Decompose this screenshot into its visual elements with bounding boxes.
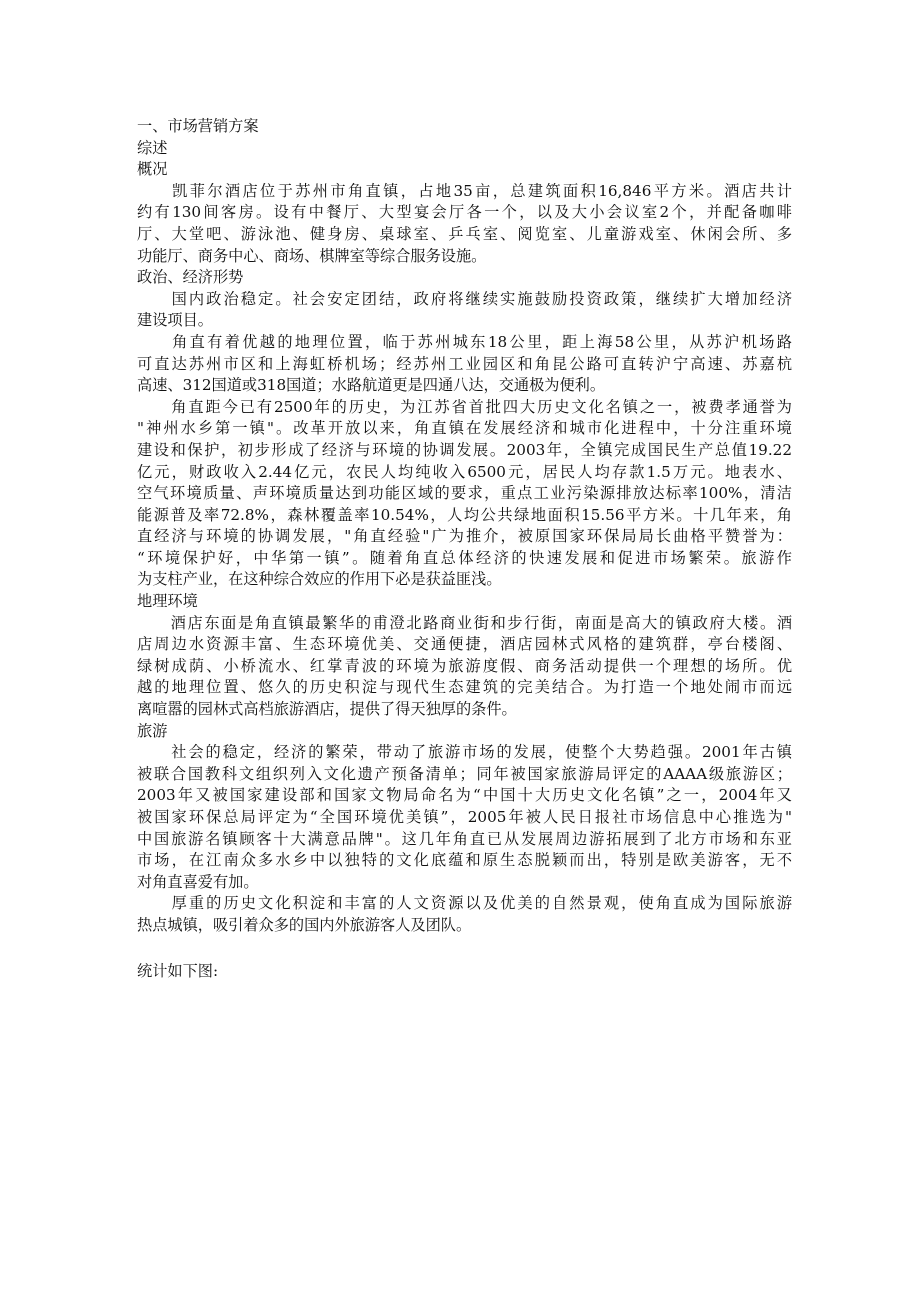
subsection-tourism-heading: 旅游: [137, 721, 168, 740]
paragraph-line: “环境保护好，中华第一镇”。随着角直总体经济的快速发展和促进市场繁荣。旅游作: [137, 548, 792, 567]
paragraph-line: 能源普及率72.8%，森林覆盖率10.54%，人均公共绿地面积15.56平方米。十几年来，角: [137, 505, 792, 524]
paragraph-line: 厅、大堂吧、游泳池、健身房、桌球室、乒乓室、阅览室、儿童游戏室、休闲会所、多: [137, 224, 792, 243]
paragraph-line: 热点城镇，吸引着众多的国内外旅游客人及团队。: [137, 915, 472, 934]
paragraph-line: 酒店东面是角直镇最繁华的甫澄北路商业街和步行街，南面是高大的镇政府大楼。酒: [137, 613, 792, 632]
politics-paragraph-3: [137, 397, 792, 591]
subsection-general-heading: 概况: [137, 160, 168, 179]
tourism-paragraph-2: [137, 893, 792, 936]
stats-caption: 统计如下图:: [137, 961, 219, 980]
paragraph-line: 角直有着优越的地理位置，临于苏州城东18公里，距上海58公里，从苏沪机场路: [137, 332, 792, 351]
paragraph-line: "神州水乡第一镇"。改革开放以来，角直镇在发展经济和城市化进程中，十分注重环境: [137, 419, 792, 438]
paragraph-line: 功能厅、商务中心、商场、棋牌室等综合服务设施。: [137, 246, 487, 265]
paragraph-line: 亿元，财政收入2.44亿元，农民人均纯收入6500元，居民人均存款1.5万元。地表水、: [137, 462, 792, 481]
paragraph-line: 市场，在江南众多水乡中以独特的文化底蕴和原生态脱颖而出，特别是欧美游客，无不: [137, 851, 792, 870]
paragraph-line: 绿树成荫、小桥流水、红掌青波的环境为旅游度假、商务活动提供一个理想的场所。优: [137, 656, 792, 675]
paragraph-line: 被国家环保总局评定为“全国环境优美镇”，2005年被人民日报社市场信息中心推选为": [137, 808, 792, 826]
paragraph-line: 直经济与环境的协调发展，"角直经验"广为推介，被原国家环保局局长曲格平赞誉为：: [137, 527, 792, 546]
section-overview-heading: 综述: [137, 138, 168, 157]
tourism-paragraph-1: [137, 742, 792, 893]
paragraph-line: 对角直喜爱有加。: [137, 872, 259, 891]
paragraph-line: 厚重的历史文化积淀和丰富的人文资源以及优美的自然景观，使角直成为国际旅游: [137, 894, 792, 913]
paragraph-line: 被联合国教科文组织列入文化遗产预备清单；同年被国家旅游局评定的AAAA级旅游区；: [137, 764, 792, 783]
document-body: [137, 116, 792, 982]
paragraph-line: 社会的稳定，经济的繁荣，带动了旅游市场的发展，使整个大势趋强。2001年古镇: [137, 743, 792, 762]
paragraph-line: 建设和保护，初步形成了经济与环境的协调发展。2003年，全镇完成国民生产总值19.22: [137, 440, 792, 459]
paragraph-line: 中国旅游名镇顾客十大满意品牌"。这几年角直已从发展周边游拓展到了北方市场和东亚: [137, 829, 792, 848]
politics-paragraph-2: [137, 332, 792, 397]
paragraph-line: 角直距今已有2500年的历史，为江苏省首批四大历史文化名镇之一，被费孝通誉为: [137, 397, 792, 416]
geography-paragraph: [137, 613, 792, 721]
paragraph-line: 为支柱产业，在这种综合效应的作用下必是获益匪浅。: [137, 570, 502, 589]
document-title: 一、市场营销方案: [137, 117, 259, 135]
paragraph-line: 店周边水资源丰富、生态环境优美、交通便捷，酒店园林式风格的建筑群，亭台楼阁、: [137, 635, 792, 654]
paragraph-line: 建设项目。: [137, 311, 213, 330]
paragraph-line: 空气环境质量、声环境质量达到功能区域的要求，重点工业污染源排放达标率100%，清洁: [137, 484, 792, 503]
blank-line: [137, 937, 792, 961]
paragraph-line: 越的地理位置、悠久的历史积淀与现代生态建筑的完美结合。为打造一个地处闹市而远: [137, 678, 792, 697]
paragraph-line: 高速、312国道或318国道；水路航道更是四通八达，交通极为便利。: [137, 376, 606, 395]
paragraph-line: 凯菲尔酒店位于苏州市角直镇，占地35亩，总建筑面积16,846平方米。酒店共计: [137, 181, 792, 200]
paragraph-line: 可直达苏州市区和上海虹桥机场；经苏州工业园区和角昆公路可直转沪宁高速、苏嘉杭: [137, 354, 792, 373]
paragraph-line: 离喧嚣的园林式高档旅游酒店，提供了得天独厚的条件。: [137, 700, 517, 719]
politics-paragraph-1: [137, 289, 792, 332]
subsection-politics-heading: 政治、经济形势: [137, 268, 244, 287]
paragraph-line: 国内政治稳定。社会安定团结，政府将继续实施鼓励投资政策，继续扩大增加经济: [137, 289, 792, 308]
subsection-geography-heading: 地理环境: [137, 592, 198, 611]
paragraph-line: 2003年又被国家建设部和国家文物局命名为“中国十大历史文化名镇”之一，2004年又: [137, 786, 792, 805]
paragraph-line: 约有130间客房。设有中餐厅、大型宴会厅各一个，以及大小会议室2个，并配备咖啡: [137, 203, 792, 222]
general-paragraph: [137, 181, 792, 267]
